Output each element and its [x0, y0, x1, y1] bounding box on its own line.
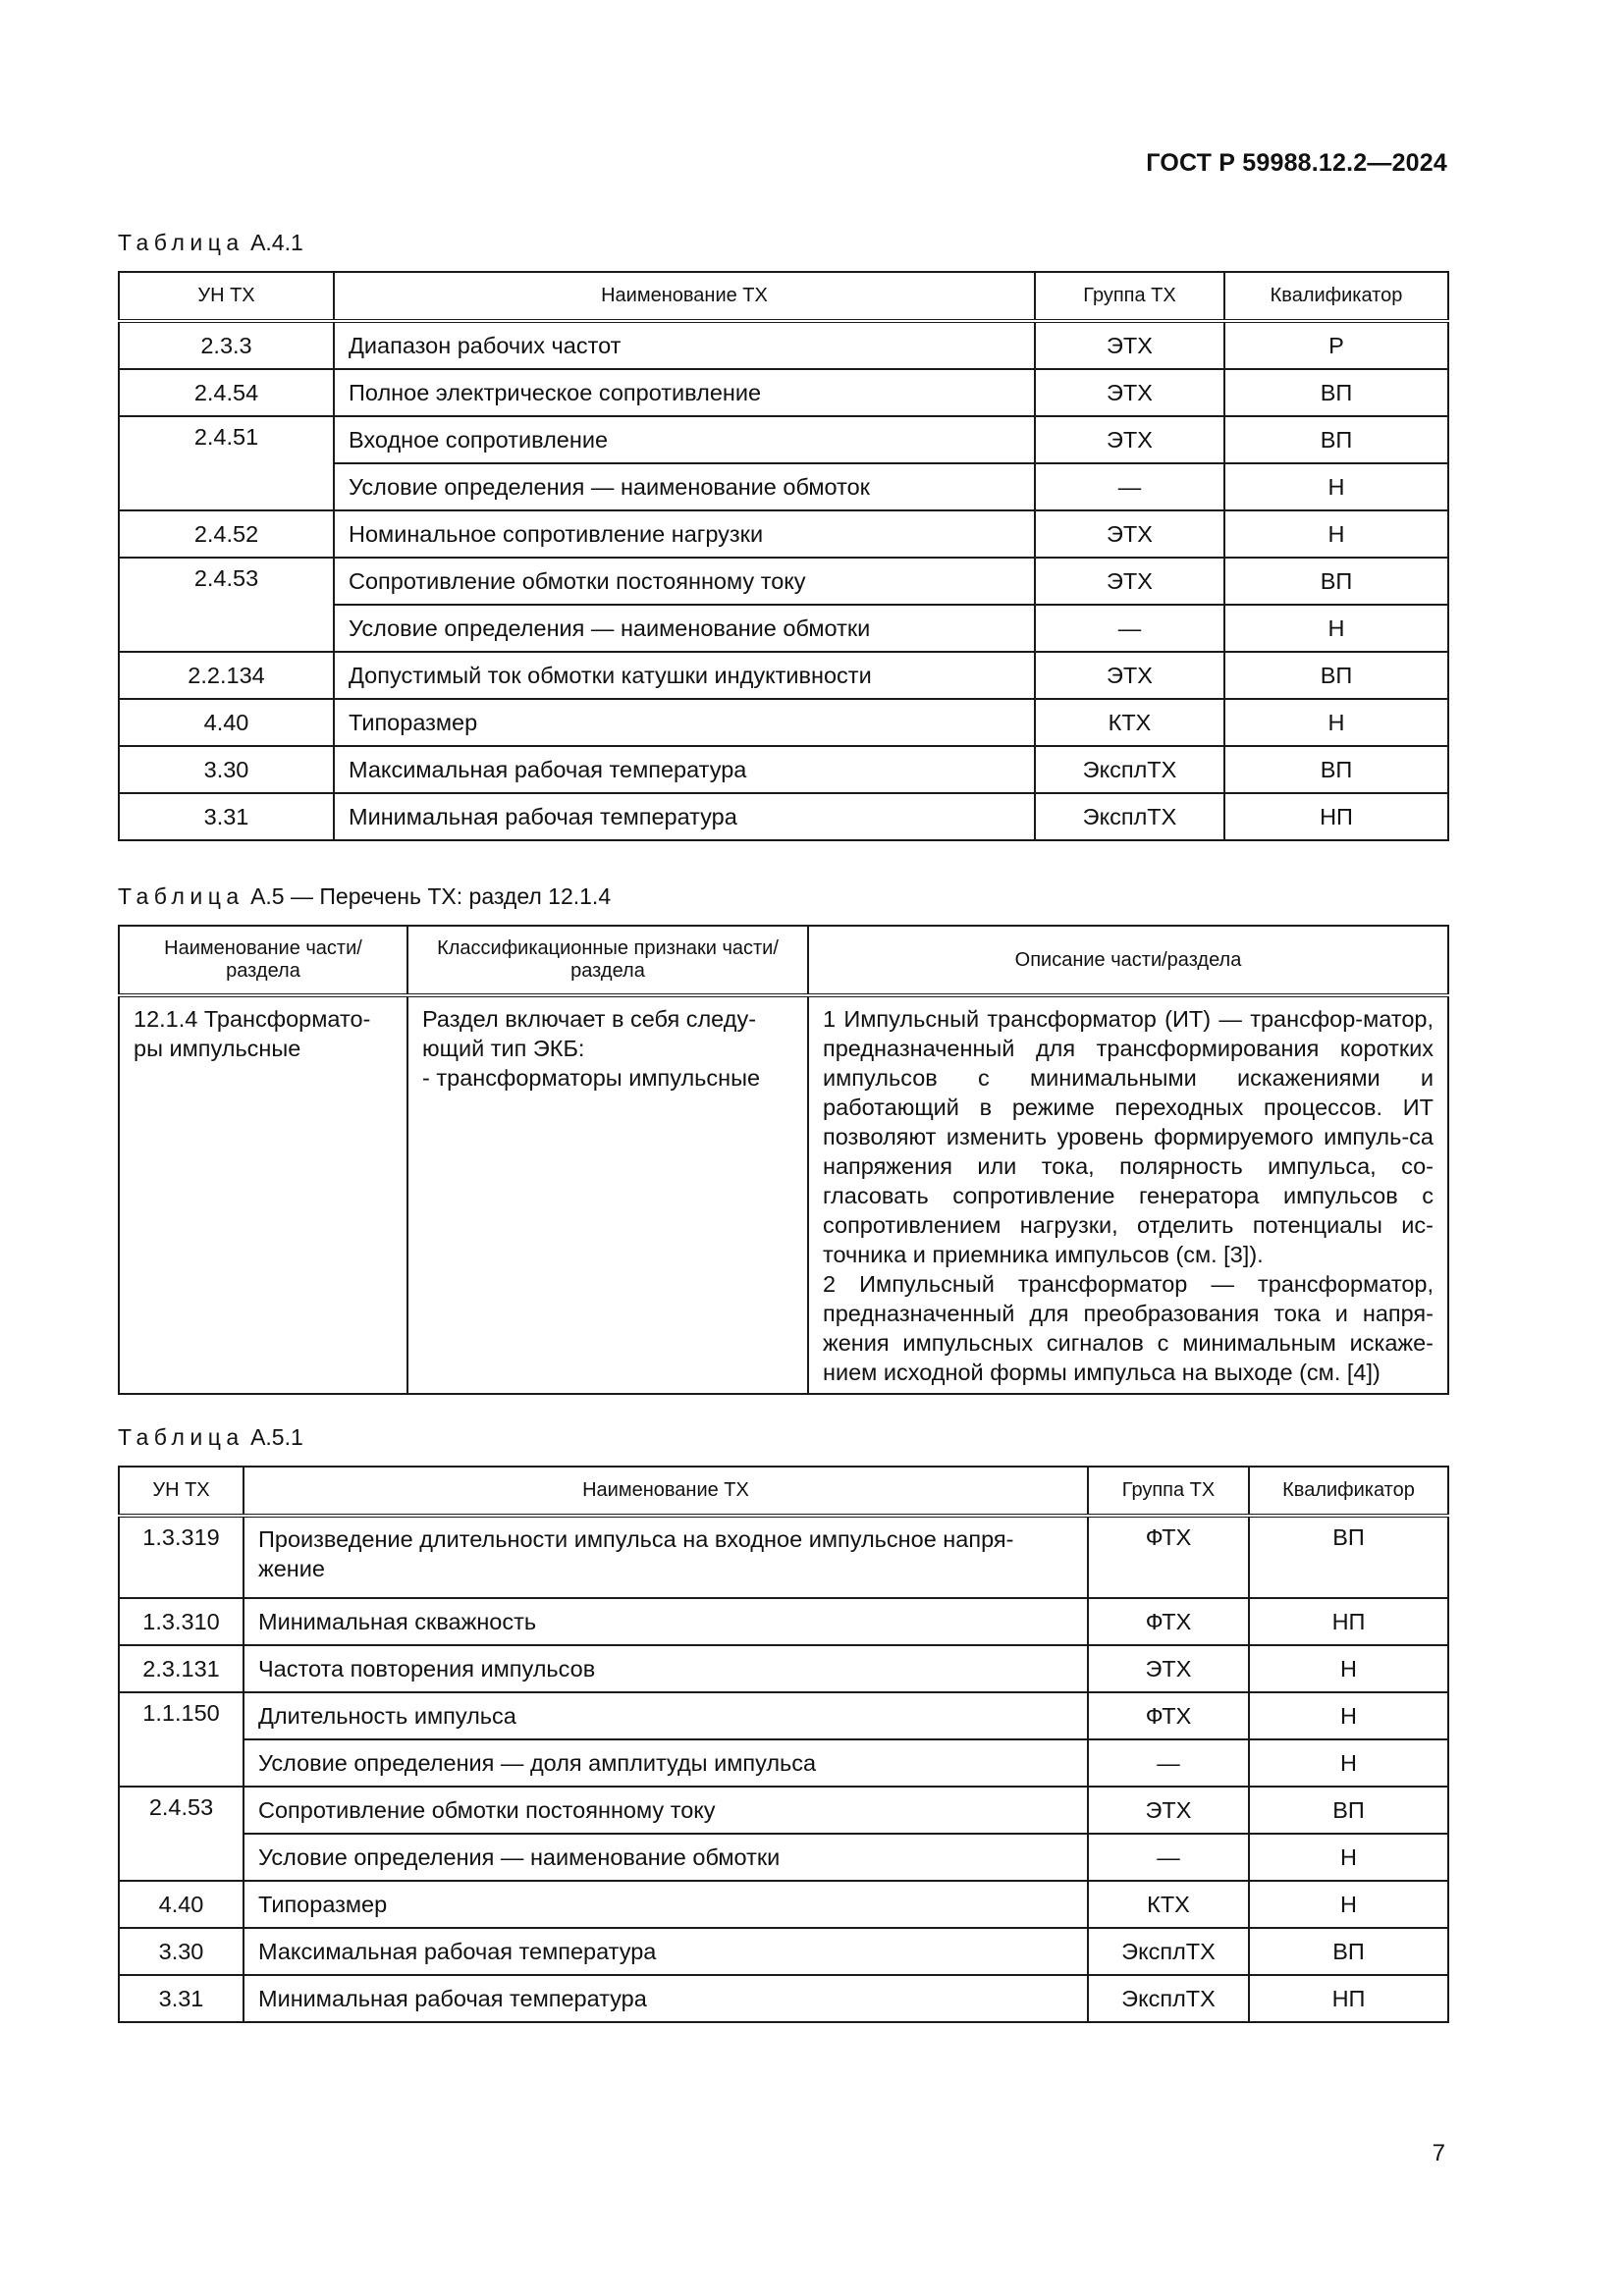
group-cell: ЭксплТХ: [1035, 793, 1224, 840]
features-text: Раздел включает в себя следу-ющий тип ЭКБ:: [422, 1006, 757, 1061]
column-header: УН ТХ: [119, 1467, 244, 1516]
name-cell: Условие определения — наименование обмотки: [244, 1834, 1088, 1881]
name-cell: Минимальная рабочая температура: [244, 1975, 1088, 2022]
column-header: Наименование ТХ: [244, 1467, 1088, 1516]
table-header-row: [119, 1467, 1448, 1516]
caption-word: Таблица: [118, 883, 244, 909]
qualifier-cell: ВП: [1249, 1516, 1448, 1598]
qualifier-cell: ВП: [1224, 369, 1448, 416]
group-cell: ЭТХ: [1088, 1645, 1249, 1692]
document-id-header: ГОСТ Р 59988.12.2—2024: [1146, 149, 1447, 177]
table-row: [119, 1598, 1448, 1645]
caption-number: А.4.1: [250, 230, 303, 255]
qualifier-cell: НП: [1249, 1975, 1448, 2022]
table-row: [119, 1516, 1448, 1598]
table-a5-caption: [118, 883, 611, 910]
name-cell: Типоразмер: [334, 699, 1035, 746]
table-row: [119, 699, 1448, 746]
qualifier-cell: ВП: [1224, 416, 1448, 463]
code-cell: 3.30: [119, 1928, 244, 1975]
name-cell: Диапазон рабочих частот: [334, 321, 1035, 369]
qualifier-cell: Р: [1224, 321, 1448, 369]
page-number: 7: [1432, 2140, 1445, 2166]
description-paragraph: 2 Импульсный трансформатор — трансформатор, предназначенный для преобразования тока и напря-жения импульсных сигналов с минимальным искаже-нием исходной формы импульса на выходе (см. [4]): [823, 1271, 1434, 1385]
table-row: [119, 1834, 1448, 1881]
group-cell: ЭТХ: [1035, 510, 1224, 558]
table-row: [119, 1881, 1448, 1928]
code-cell: 2.3.131: [119, 1645, 244, 1692]
code-cell: 1.3.319: [119, 1516, 244, 1598]
group-cell: ФТХ: [1088, 1516, 1249, 1598]
code-cell: 3.30: [119, 746, 334, 793]
features-item: - трансформаторы импульсные: [422, 1065, 761, 1091]
name-cell: Полное электрическое сопротивление: [334, 369, 1035, 416]
code-cell: 3.31: [119, 1975, 244, 2022]
group-cell: ЭксплТХ: [1088, 1928, 1249, 1975]
column-header: Группа ТХ: [1035, 272, 1224, 321]
table-a5: [118, 925, 1449, 1395]
table-a41: [118, 271, 1449, 841]
table-row: [119, 1645, 1448, 1692]
table-row: [119, 652, 1448, 699]
name-cell: Сопротивление обмотки постоянному току: [334, 558, 1035, 605]
name-cell: Условие определения — наименование обмотки: [334, 605, 1035, 652]
group-cell: —: [1088, 1834, 1249, 1881]
code-cell: 3.31: [119, 793, 334, 840]
table-row: [119, 1928, 1448, 1975]
code-cell: 2.4.53: [119, 558, 334, 652]
name-cell: Входное сопротивление: [334, 416, 1035, 463]
table-row: [119, 1692, 1448, 1739]
column-header: УН ТХ: [119, 272, 334, 321]
group-cell: ФТХ: [1088, 1598, 1249, 1645]
features-cell: [407, 995, 808, 1394]
description-cell: [808, 995, 1448, 1394]
column-header: Квалификатор: [1249, 1467, 1448, 1516]
caption-number: А.5.1: [250, 1424, 303, 1450]
name-cell: Произведение длительности импульса на входное импульсное напря-жение: [244, 1516, 1088, 1598]
code-cell: 2.4.52: [119, 510, 334, 558]
column-header: Наименование части/ раздела: [119, 926, 407, 995]
table-row: [119, 558, 1448, 605]
column-header: Квалификатор: [1224, 272, 1448, 321]
table-row: [119, 510, 1448, 558]
qualifier-cell: Н: [1249, 1645, 1448, 1692]
qualifier-cell: Н: [1224, 699, 1448, 746]
group-cell: ЭТХ: [1035, 558, 1224, 605]
name-cell: Минимальная скважность: [244, 1598, 1088, 1645]
name-cell: Частота повторения импульсов: [244, 1645, 1088, 1692]
qualifier-cell: Н: [1249, 1739, 1448, 1787]
column-header: Классификационные признаки части/раздела: [407, 926, 808, 995]
qualifier-cell: Н: [1224, 605, 1448, 652]
name-cell: Типоразмер: [244, 1881, 1088, 1928]
name-cell: Максимальная рабочая температура: [244, 1928, 1088, 1975]
code-cell: 4.40: [119, 699, 334, 746]
table-row: [119, 369, 1448, 416]
group-cell: —: [1088, 1739, 1249, 1787]
group-cell: ЭТХ: [1088, 1787, 1249, 1834]
caption-word: Таблица: [118, 230, 244, 255]
qualifier-cell: ВП: [1224, 652, 1448, 699]
code-cell: 2.4.51: [119, 416, 334, 510]
table-row: [119, 1739, 1448, 1787]
caption-word: Таблица: [118, 1424, 244, 1450]
qualifier-cell: ВП: [1224, 746, 1448, 793]
name-cell: Условие определения — доля амплитуды импульса: [244, 1739, 1088, 1787]
description-paragraph: 1 Импульсный трансформатор (ИТ) — трансфор-матор, предназначенный для трансформирования коротких импульсов с минимальными искажениями и работающий в режиме переходных процессов. ИТ позволяют изменить уровень формируемого импуль-са напряжения или тока, полярность импульса, со-гласовать сопротивление генератора импульсов с сопротивлением нагрузки, отделить потенциалы ис-точника и приемника импульсов (см. [3]).: [823, 1006, 1434, 1267]
name-cell: Допустимый ток обмотки катушки индуктивности: [334, 652, 1035, 699]
group-cell: ЭТХ: [1035, 416, 1224, 463]
column-header: Группа ТХ: [1088, 1467, 1249, 1516]
code-cell: 2.4.54: [119, 369, 334, 416]
qualifier-cell: ВП: [1224, 558, 1448, 605]
name-cell: Условие определения — наименование обмоток: [334, 463, 1035, 510]
group-cell: ЭТХ: [1035, 321, 1224, 369]
table-header-row: [119, 272, 1448, 321]
table-a51: [118, 1466, 1449, 2023]
name-cell: Длительность импульса: [244, 1692, 1088, 1739]
code-cell: 4.40: [119, 1881, 244, 1928]
table-row: [119, 1787, 1448, 1834]
code-cell: 1.3.310: [119, 1598, 244, 1645]
group-cell: ЭТХ: [1035, 652, 1224, 699]
qualifier-cell: Н: [1224, 463, 1448, 510]
table-row: [119, 1975, 1448, 2022]
code-cell: 1.1.150: [119, 1692, 244, 1787]
qualifier-cell: Н: [1224, 510, 1448, 558]
qualifier-cell: Н: [1249, 1834, 1448, 1881]
qualifier-cell: НП: [1224, 793, 1448, 840]
group-cell: КТХ: [1088, 1881, 1249, 1928]
qualifier-cell: Н: [1249, 1881, 1448, 1928]
group-cell: ЭксплТХ: [1035, 746, 1224, 793]
section-name-cell: 12.1.4 Трансформато-ры импульсные: [119, 995, 407, 1394]
caption-text: А.5 — Перечень ТХ: раздел 12.1.4: [250, 883, 612, 909]
group-cell: ЭксплТХ: [1088, 1975, 1249, 2022]
group-cell: —: [1035, 463, 1224, 510]
table-row: [119, 793, 1448, 840]
group-cell: ФТХ: [1088, 1692, 1249, 1739]
qualifier-cell: ВП: [1249, 1928, 1448, 1975]
table-row: [119, 321, 1448, 369]
code-cell: 2.2.134: [119, 652, 334, 699]
table-row: [119, 995, 1448, 1394]
group-cell: —: [1035, 605, 1224, 652]
table-a41-caption: [118, 230, 303, 256]
column-header: Описание части/раздела: [808, 926, 1448, 995]
table-row: [119, 746, 1448, 793]
column-header: Наименование ТХ: [334, 272, 1035, 321]
name-cell: Максимальная рабочая температура: [334, 746, 1035, 793]
group-cell: КТХ: [1035, 699, 1224, 746]
qualifier-cell: Н: [1249, 1692, 1448, 1739]
table-header-row: [119, 926, 1448, 995]
qualifier-cell: НП: [1249, 1598, 1448, 1645]
code-cell: 2.3.3: [119, 321, 334, 369]
name-cell: Минимальная рабочая температура: [334, 793, 1035, 840]
name-cell: Сопротивление обмотки постоянному току: [244, 1787, 1088, 1834]
group-cell: ЭТХ: [1035, 369, 1224, 416]
table-a51-caption: [118, 1424, 303, 1451]
table-row: [119, 416, 1448, 463]
qualifier-cell: ВП: [1249, 1787, 1448, 1834]
name-cell: Номинальное сопротивление нагрузки: [334, 510, 1035, 558]
code-cell: 2.4.53: [119, 1787, 244, 1881]
